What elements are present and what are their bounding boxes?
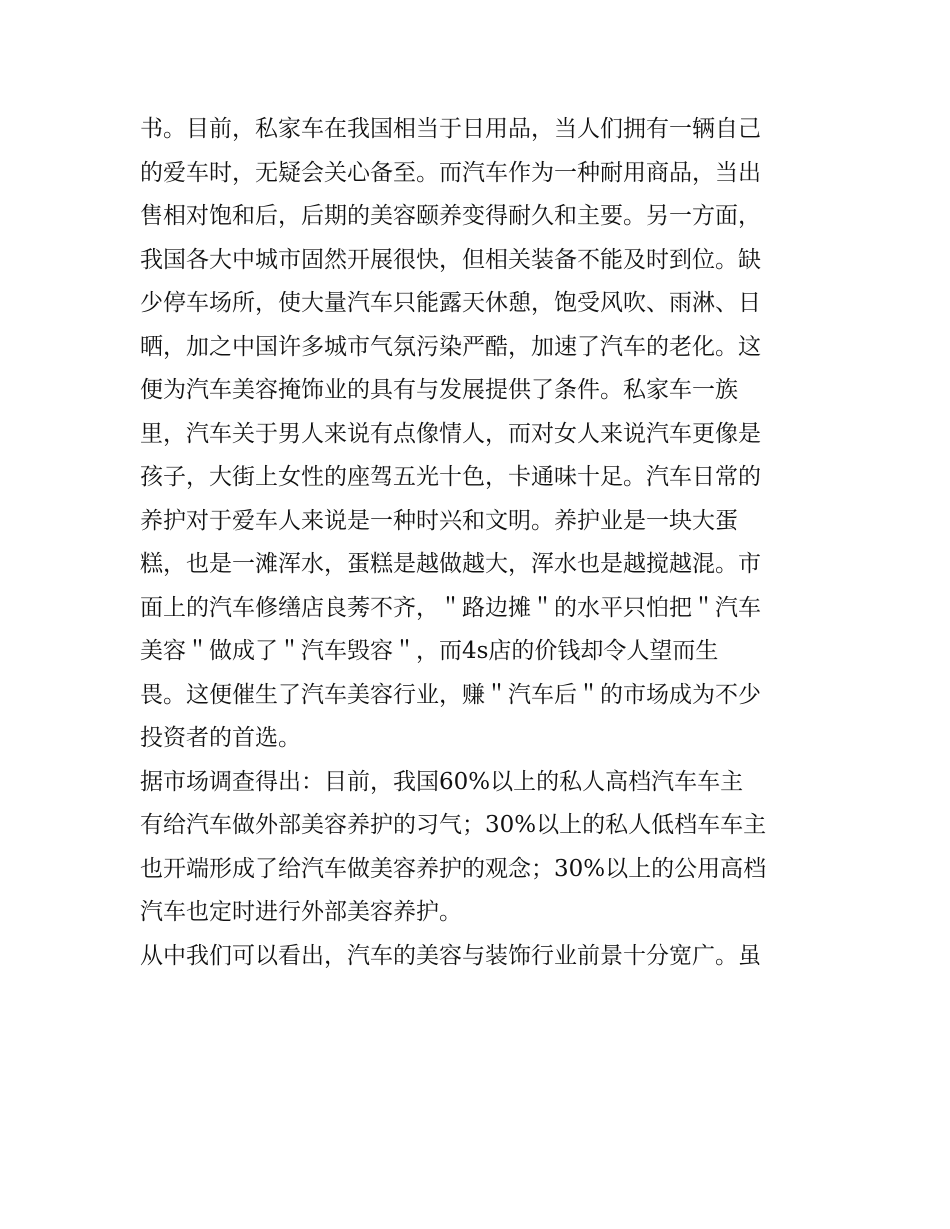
text-line: 汽车也定时进行外部美容养护。 <box>140 899 462 925</box>
text-line: 售相对饱和后，后期的美容颐养变得耐久和主要。另一方面， <box>140 203 761 229</box>
text-line: 少停车场所，使大量汽车只能露天休憩，饱受风吹、雨淋、日 <box>140 290 761 316</box>
text-line: 美容＂做成了＂汽车毁容＂，而4s店的价钱却令人望而生 <box>140 638 719 664</box>
paragraph-3 <box>140 935 820 979</box>
text-line: 我国各大中城市固然开展很快，但相关装备不能及时到位。缺 <box>140 246 761 273</box>
text-line: 据市场调查得出：目前，我国60%以上的私人高档汽车车主 <box>140 768 744 795</box>
text-line: 有给汽车做外部美容养护的习气；30%以上的私人低档车车主 <box>140 812 767 838</box>
text-line: 投资者的首选。 <box>140 725 301 751</box>
text-line: 孩子，大街上女性的座驾五光十色，卡通味十足。汽车日常的 <box>140 464 761 490</box>
text-line: 面上的汽车修缮店良莠不齐，＂路边摊＂的水平只怕把＂汽车 <box>140 594 761 621</box>
text-line: 也开端形成了给汽车做美容养护的观念；30%以上的公用高档 <box>140 855 767 882</box>
text-line: 从中我们可以看出，汽车的美容与装饰行业前景十分宽广。虽 <box>140 942 761 969</box>
text-line: 便为汽车美容掩饰业的具有与发展提供了条件。私家车一族 <box>140 377 738 403</box>
document-body <box>140 108 820 978</box>
paragraph-2 <box>140 761 820 935</box>
text-line: 里，汽车关于男人来说有点像情人，而对女人来说汽车更像是 <box>140 420 761 447</box>
paragraph-1 <box>140 108 820 761</box>
text-line: 的爱车时，无疑会关心备至。而汽车作为一种耐用商品，当出 <box>140 159 761 186</box>
text-line: 书。目前，私家车在我国相当于日用品，当人们拥有一辆自己 <box>140 116 761 142</box>
text-line: 养护对于爱车人来说是一种时兴和文明。养护业是一块大蛋 <box>140 507 738 534</box>
text-line: 糕，也是一滩浑水，蛋糕是越做越大，浑水也是越搅越混。市 <box>140 551 761 577</box>
text-line: 晒，加之中国许多城市气氛污染严酷，加速了汽车的老化。这 <box>140 333 761 360</box>
text-line: 畏。这便催生了汽车美容行业，赚＂汽车后＂的市场成为不少 <box>140 681 761 708</box>
